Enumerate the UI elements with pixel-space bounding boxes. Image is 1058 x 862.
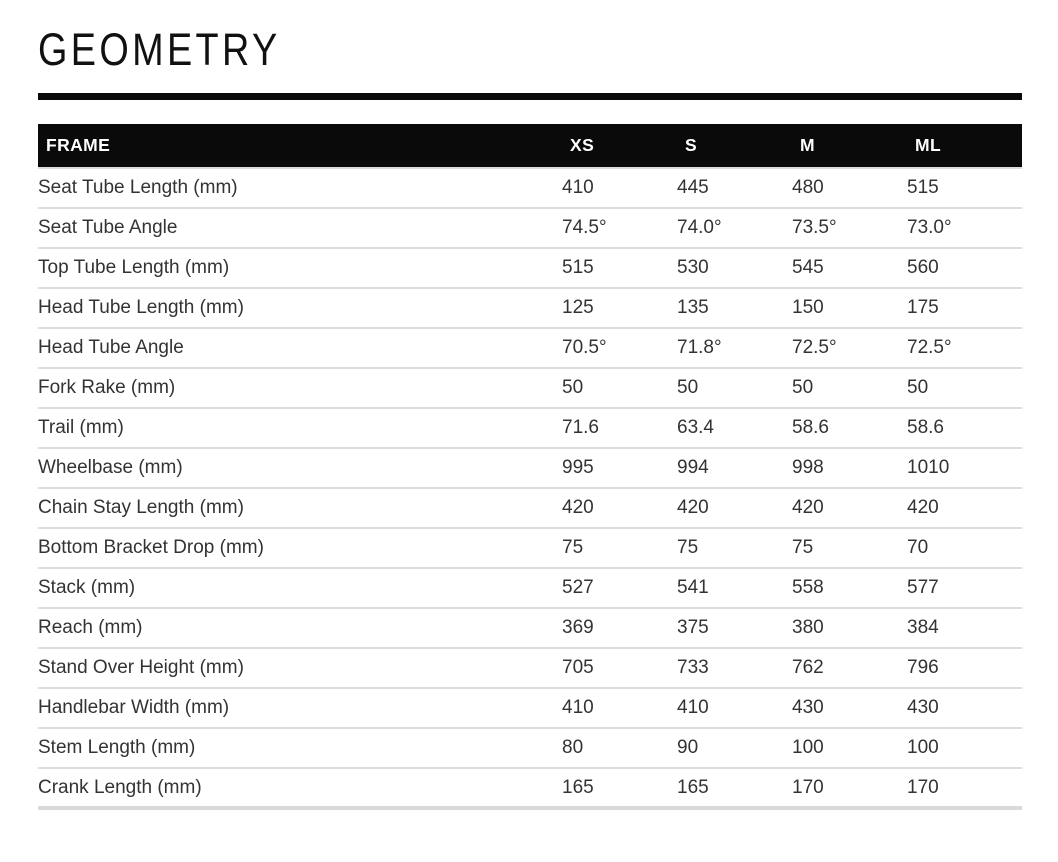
cell-value: 71.8° (677, 337, 722, 359)
cell-value: 545 (792, 257, 824, 279)
cell-value: 762 (792, 657, 824, 679)
table-row (38, 728, 1022, 768)
cell-value: 72.5° (907, 337, 952, 359)
row-label: Head Tube Length (mm) (38, 297, 244, 319)
table-row (38, 448, 1022, 488)
cell-value: 74.0° (677, 217, 722, 239)
row-label: Stem Length (mm) (38, 737, 196, 759)
header-frame: FRAME (38, 124, 562, 168)
cell-value: 998 (792, 457, 824, 479)
row-label: Crank Length (mm) (38, 776, 202, 798)
row-label: Wheelbase (mm) (38, 457, 183, 479)
table-row (38, 488, 1022, 528)
table-row (38, 368, 1022, 408)
cell-value: 75 (562, 537, 584, 559)
table-row (38, 408, 1022, 448)
cell-value: 100 (792, 737, 824, 759)
cell-value: 420 (677, 497, 709, 519)
header-size-xs: XS (562, 124, 677, 168)
cell-value: 430 (792, 697, 824, 719)
cell-value: 384 (907, 617, 939, 639)
row-label: Stand Over Height (mm) (38, 657, 244, 679)
row-label: Bottom Bracket Drop (mm) (38, 537, 264, 559)
row-label: Handlebar Width (mm) (38, 697, 230, 719)
cell-value: 125 (562, 297, 594, 319)
cell-value: 170 (792, 776, 824, 798)
row-label: Stack (mm) (38, 577, 136, 599)
row-label: Seat Tube Angle (38, 217, 178, 239)
cell-value: 71.6 (562, 417, 599, 439)
table-row (38, 648, 1022, 688)
cell-value: 70.5° (562, 337, 607, 359)
cell-value: 733 (677, 657, 709, 679)
cell-value: 63.4 (677, 417, 714, 439)
table-row (38, 528, 1022, 568)
cell-value: 577 (907, 577, 939, 599)
cell-value: 380 (792, 617, 824, 639)
header-row (38, 124, 1022, 168)
cell-value: 796 (907, 657, 939, 679)
cell-value: 541 (677, 577, 709, 599)
cell-value: 558 (792, 577, 824, 599)
row-label: Reach (mm) (38, 617, 143, 639)
cell-value: 515 (907, 177, 939, 199)
cell-value: 480 (792, 177, 824, 199)
row-label: Chain Stay Length (mm) (38, 497, 244, 519)
cell-value: 1010 (907, 457, 950, 479)
cell-value: 165 (677, 776, 709, 798)
cell-value: 90 (677, 737, 699, 759)
cell-value: 75 (792, 537, 814, 559)
cell-value: 410 (677, 697, 709, 719)
cell-value: 515 (562, 257, 594, 279)
cell-value: 430 (907, 697, 939, 719)
header-size-m: M (792, 124, 907, 168)
cell-value: 420 (907, 497, 939, 519)
row-label: Top Tube Length (mm) (38, 257, 230, 279)
cell-value: 705 (562, 657, 594, 679)
cell-value: 50 (792, 377, 814, 399)
cell-value: 560 (907, 257, 939, 279)
cell-value: 70 (907, 537, 929, 559)
cell-value: 410 (562, 177, 594, 199)
table-row (38, 568, 1022, 608)
table-row (38, 328, 1022, 368)
table-row (38, 288, 1022, 328)
cell-value: 73.0° (907, 217, 952, 239)
header-size-ml: ML (907, 124, 1022, 168)
geometry-table-body (38, 168, 1022, 808)
geometry-table-header (38, 124, 1022, 168)
cell-value: 72.5° (792, 337, 837, 359)
cell-value: 410 (562, 697, 594, 719)
geometry-table (38, 124, 1022, 810)
cell-value: 58.6 (907, 417, 944, 439)
header-size-s: S (677, 124, 792, 168)
cell-value: 375 (677, 617, 709, 639)
table-row (38, 608, 1022, 648)
page-title: GEOMETRY (38, 24, 281, 75)
cell-value: 994 (677, 457, 709, 479)
cell-value: 369 (562, 617, 594, 639)
cell-value: 74.5° (562, 217, 607, 239)
cell-value: 135 (677, 297, 709, 319)
row-label: Fork Rake (mm) (38, 377, 176, 399)
cell-value: 170 (907, 776, 939, 798)
table-row (38, 688, 1022, 728)
table-row (38, 768, 1022, 808)
table-row (38, 168, 1022, 208)
cell-value: 165 (562, 776, 594, 798)
cell-value: 420 (562, 497, 594, 519)
cell-value: 530 (677, 257, 709, 279)
cell-value: 100 (907, 737, 939, 759)
cell-value: 995 (562, 457, 594, 479)
table-row (38, 248, 1022, 288)
cell-value: 73.5° (792, 217, 837, 239)
row-label: Seat Tube Length (mm) (38, 177, 238, 199)
cell-value: 527 (562, 577, 594, 599)
cell-value: 80 (562, 737, 584, 759)
title-divider (38, 93, 1022, 100)
row-label: Head Tube Angle (38, 337, 184, 359)
cell-value: 175 (907, 297, 939, 319)
cell-value: 150 (792, 297, 824, 319)
table-row (38, 208, 1022, 248)
cell-value: 58.6 (792, 417, 829, 439)
cell-value: 75 (677, 537, 699, 559)
cell-value: 50 (562, 377, 584, 399)
row-label: Trail (mm) (38, 417, 124, 439)
cell-value: 420 (792, 497, 824, 519)
cell-value: 50 (677, 377, 699, 399)
cell-value: 445 (677, 177, 709, 199)
cell-value: 50 (907, 377, 929, 399)
